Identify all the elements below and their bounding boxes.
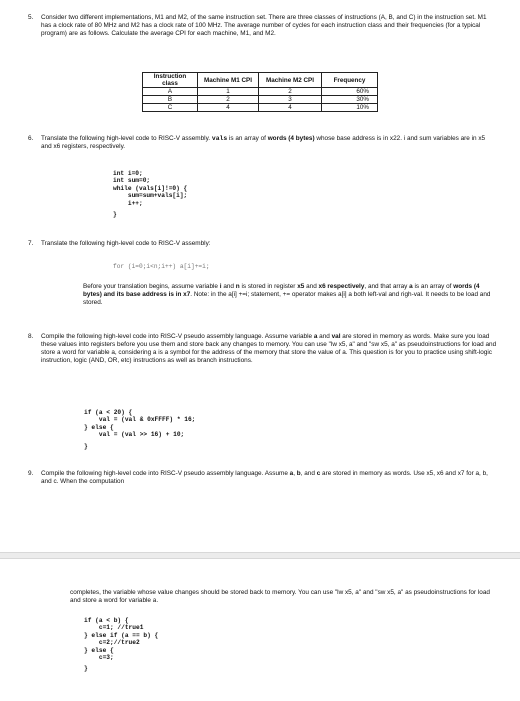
table-cell: 10%	[322, 104, 378, 112]
table-cell: 30%	[322, 96, 378, 104]
code-line: val = (val >> 16) + 10;	[84, 431, 185, 439]
code-line: int sum=0;	[113, 177, 151, 185]
question-number: 7.	[28, 240, 34, 247]
code-line: if (a < 20) {	[84, 409, 133, 416]
code-line: }	[84, 442, 88, 450]
question-number: 6.	[28, 135, 34, 142]
question-text: Translate the following high-level code to RISC-V assembly:	[41, 240, 211, 247]
code-line: c=3;	[84, 654, 114, 662]
header-frequency: Frequency	[322, 73, 378, 88]
table-cell: A	[143, 88, 198, 96]
table-cell: 3	[259, 96, 322, 104]
code-line: } else {	[84, 646, 114, 654]
question-6	[28, 135, 494, 151]
question-text: Compile the following high-level code into RISC-V pseudo assembly language. Assume variable a and val are stored in memory as words. Make sure you load these values into registers before you use them and store back any changes to memory. You can use "lw x5, a" and "sw x5, a" as pseudoinstructions for load and store a word for variable a, considering a is a symbol for the address of the memory that store the value of a. This question is for you to practice using shift-logic instruction, logic (AND, OR, etc) instructions as well as branch instructions.	[41, 333, 497, 365]
table-cell: 4	[198, 104, 259, 112]
q7-note	[83, 283, 497, 317]
table-cell: C	[143, 104, 198, 112]
q7-code-line: for (i=0;i<n;i++) a[i]+=i;	[113, 263, 210, 270]
question-text: Compile the following high-level code into RISC-V pseudo assembly language. Assume a, b, and c are stored in memory as words. Use x5, x6 and x7 for a, b, and c. When the computation	[41, 470, 488, 486]
question-text: Translate the following high-level code to RISC-V assembly. vals is an array of words (4 bytes) whose base address is in x22. i and sum variables are in x5 and x6 registers, respectively.	[41, 135, 486, 151]
code-line: i++;	[113, 199, 143, 207]
header-m2-cpi: Machine M2 CPI	[259, 73, 322, 88]
question-5	[28, 14, 494, 54]
question-number: 8.	[28, 333, 34, 340]
question-7	[28, 240, 494, 250]
code-line: sum=sum+vals[i];	[113, 192, 188, 200]
document-page-2	[0, 558, 520, 701]
continuation-text: completes, the variable whose value changes should be stored back to memory. You can use "lw x5, a" and "sw x5, a" as pseudoinstructions for load and store a word for variable a.	[70, 589, 490, 605]
header-instruction-class: Instruction class	[143, 73, 198, 88]
q9-continuation	[70, 589, 494, 607]
cpi-frequency-table	[142, 72, 378, 112]
table-cell: B	[143, 96, 198, 104]
table-cell: 1	[198, 88, 259, 96]
code-line: if (a < b) {	[84, 617, 129, 624]
question-number: 9.	[28, 470, 34, 477]
table-cell: 2	[198, 96, 259, 104]
code-line: c=1; //true1	[84, 624, 144, 632]
code-line: while (vals[i]!=0) {	[113, 184, 188, 192]
q8-code-block	[84, 409, 195, 450]
table-cell: 60%	[322, 88, 378, 96]
header-m1-cpi: Machine M1 CPI	[198, 73, 259, 88]
code-line: int i=0;	[113, 170, 143, 177]
code-line: val = (val & 0xFFFF) * 16;	[84, 416, 196, 424]
table-row	[143, 96, 378, 104]
question-8	[28, 333, 498, 397]
code-line: } else {	[84, 423, 114, 431]
question-number: 5.	[28, 14, 34, 21]
table-row	[143, 88, 378, 96]
q6-code-block	[113, 170, 187, 218]
code-line: }	[113, 211, 117, 219]
q9-code-block	[84, 617, 158, 673]
note-text: Before your translation begins, assume variable i and n is stored in register x5 and x6 respectively, and that array a is an array of words (4 bytes) and its base address is in x7. Note: in the a[i] +=i; statement, += operator makes a[i] a both left-val and righ-val. It needs to be load and stored.	[83, 283, 491, 307]
table-row	[143, 104, 378, 112]
question-text: Consider two different implementations, M1 and M2, of the same instruction set. There are three classes of instructions (A, B, and C) in the instruction set. M1 has a clock rate of 80 MHz and M2 has a clock rate of 100 MHz. The average number of cycles for each instruction class and their frequencies (for a typical program) are as follows. Calculate the average CPI for each machine, M1, and M2.	[41, 14, 487, 38]
question-9	[28, 470, 498, 490]
table-cell: 2	[259, 88, 322, 96]
code-line: } else if (a == b) {	[84, 631, 159, 639]
table-header-row	[143, 73, 378, 88]
table-cell: 4	[259, 104, 322, 112]
code-line: c=2;//true2	[84, 639, 140, 647]
code-line: }	[84, 665, 88, 673]
